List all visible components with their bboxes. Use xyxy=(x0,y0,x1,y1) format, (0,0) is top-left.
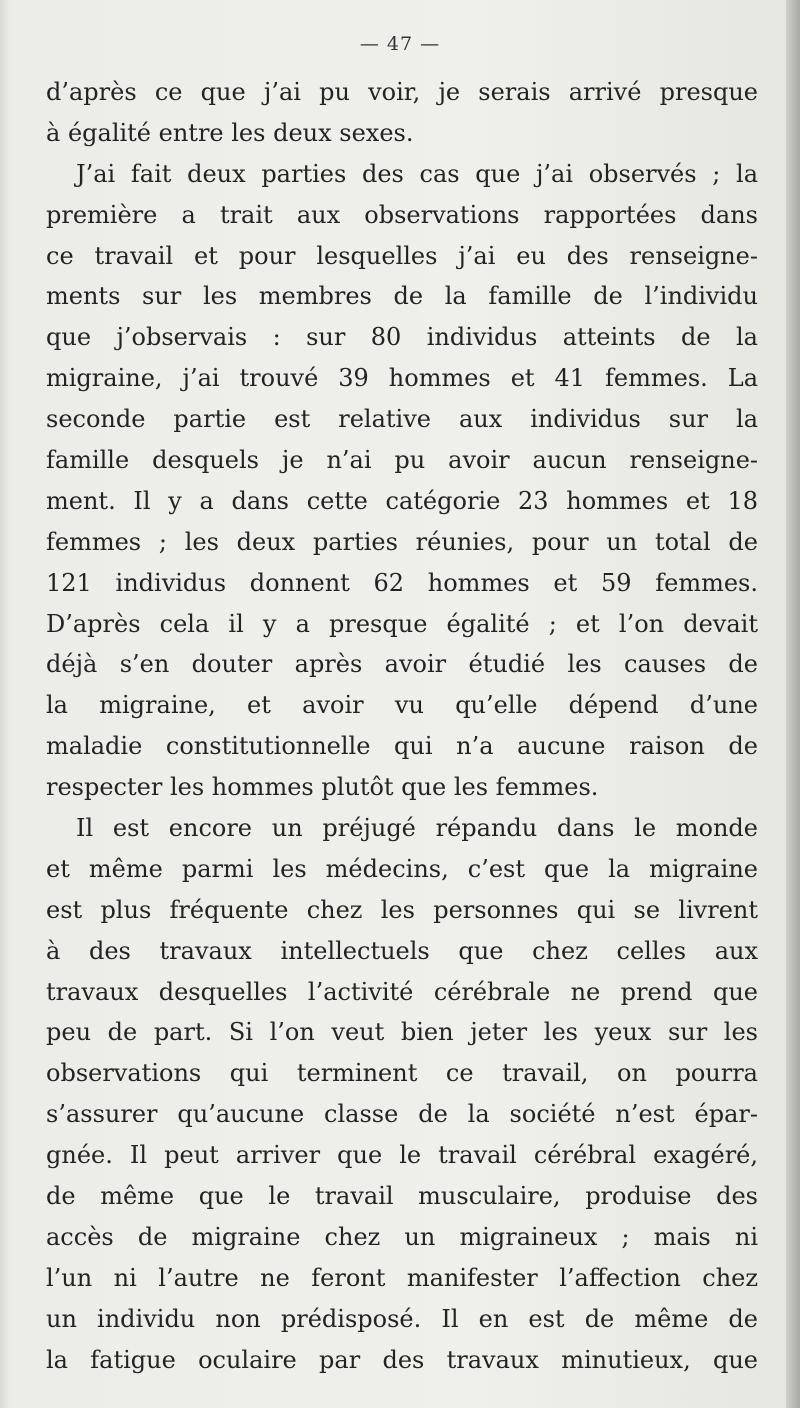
text-line: respecter les hommes plutôt que les femmes. xyxy=(46,773,599,802)
page-edge-shadow xyxy=(786,0,800,1408)
text-line: première a trait aux observations rapportées dans xyxy=(46,200,758,229)
text-line: et même parmi les médecins, c’est que la migraine xyxy=(46,854,758,883)
text-line: peu de part. Si l’on veut bien jeter les yeux sur les xyxy=(46,1018,758,1047)
text-line: à des travaux intellectuels que chez celles aux xyxy=(46,936,758,965)
text-line: observations qui terminent ce travail, on pourra xyxy=(46,1059,758,1088)
text-line: maladie constitutionnelle qui n’a aucune raison de xyxy=(46,732,758,761)
text-line: travaux desquelles l’activité cérébrale ne prend que xyxy=(46,977,758,1006)
text-line: de même que le travail musculaire, produise des xyxy=(46,1182,758,1211)
text-line: gnée. Il peut arriver que le travail cérébral exagéré, xyxy=(46,1141,758,1170)
text-line: ment. Il y a dans cette catégorie 23 hommes et 18 xyxy=(46,486,758,515)
text-line: Il est encore un préjugé répandu dans le monde xyxy=(76,814,758,843)
text-line: s’assurer qu’aucune classe de la société n’est épar- xyxy=(46,1100,758,1129)
text-line: accès de migraine chez un migraineux ; mais ni xyxy=(46,1222,758,1251)
text-line: migraine, j’ai trouvé 39 hommes et 41 femmes. La xyxy=(46,364,758,393)
text-line: l’un ni l’autre ne feront manifester l’affection chez xyxy=(46,1263,758,1292)
text-line: déjà s’en douter après avoir étudié les causes de xyxy=(46,650,758,679)
text-line: J’ai fait deux parties des cas que j’ai observés ; la xyxy=(76,159,758,188)
text-line: 121 individus donnent 62 hommes et 59 femmes. xyxy=(46,568,758,597)
text-line: seconde partie est relative aux individus sur la xyxy=(46,405,758,434)
page-number: — 47 — xyxy=(359,33,441,55)
text-line: ce travail et pour lesquelles j’ai eu des renseigne- xyxy=(46,241,758,270)
body-text xyxy=(46,72,758,1381)
text-line: la fatigue oculaire par des travaux minutieux, que xyxy=(46,1345,758,1374)
text-line: femmes ; les deux parties réunies, pour un total de xyxy=(46,527,758,556)
text-line: ments sur les membres de la famille de l’individu xyxy=(46,282,758,311)
text-line: est plus fréquente chez les personnes qui se livrent xyxy=(46,895,758,924)
text-line: que j’observais : sur 80 individus atteints de la xyxy=(46,323,758,352)
text-line: d’après ce que j’ai pu voir, je serais arrivé presque xyxy=(46,78,758,106)
text-line: la migraine, et avoir vu qu’elle dépend d’une xyxy=(46,691,758,720)
text-line: un individu non prédisposé. Il en est de même de xyxy=(46,1304,758,1333)
text-line: à égalité entre les deux sexes. xyxy=(46,118,414,147)
text-line: D’après cela il y a presque égalité ; et l’on devait xyxy=(46,609,758,638)
text-line: famille desquels je n’ai pu avoir aucun renseigne- xyxy=(46,446,758,475)
